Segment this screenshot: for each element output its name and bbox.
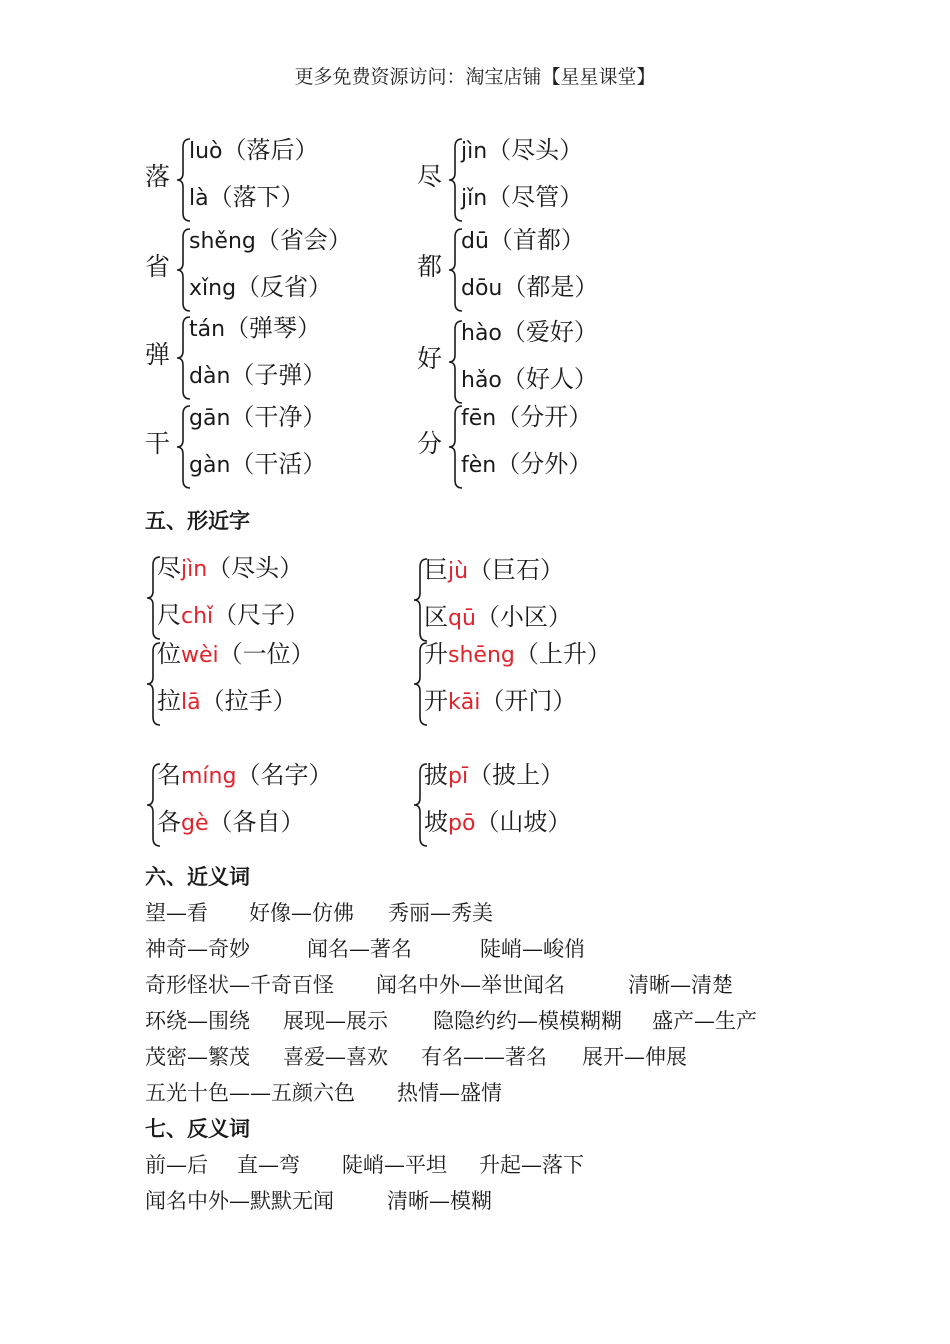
- polyphone-reading: hǎo（好人）: [461, 365, 598, 393]
- word-pair: 清晰—清楚: [628, 973, 733, 997]
- similar-char-line: 尽jìn（尽头）: [157, 554, 304, 582]
- word-pair: 好像—仿佛: [249, 901, 354, 925]
- polyphone-reading: dū（首都）: [461, 226, 585, 254]
- word-pair: 直—弯: [237, 1153, 300, 1177]
- word-pair: 环绕—围绕: [145, 1009, 250, 1033]
- polyphone-reading: xǐng（反省）: [189, 273, 333, 301]
- word-pair: 陡峭—峻俏: [480, 937, 585, 961]
- word-pair: 五光十色——五颜六色: [145, 1081, 355, 1105]
- polyphone-reading: jìn（尽头）: [461, 136, 584, 164]
- word-pair: 闻名中外—默默无闻: [145, 1189, 334, 1213]
- word-pair: 展现—展示: [283, 1009, 388, 1033]
- polyphone-reading: gān（干净）: [189, 403, 327, 431]
- polyphone-char: 弹: [145, 340, 171, 369]
- polyphone-char: 好: [417, 344, 443, 373]
- similar-char-line: 披pī（披上）: [424, 761, 565, 789]
- polyphone-char: 都: [417, 252, 443, 281]
- similar-char-line: 拉lā（拉手）: [157, 687, 297, 715]
- polyphone-reading: shěng（省会）: [189, 226, 352, 254]
- polyphone-reading: dōu（都是）: [461, 273, 599, 301]
- word-pair: 清晰—模糊: [387, 1189, 492, 1213]
- polyphone-reading: hào（爱好）: [461, 318, 598, 346]
- word-pair: 神奇—奇妙: [145, 937, 250, 961]
- word-pair: 茂密—繁茂: [145, 1045, 250, 1069]
- section-title-antonyms: 七、反义词: [145, 1117, 250, 1141]
- similar-char-line: 名míng（名字）: [157, 761, 333, 789]
- word-pair: 闻名—著名: [307, 937, 412, 961]
- polyphone-reading: luò（落后）: [189, 136, 319, 164]
- word-pair: 闻名中外—举世闻名: [376, 973, 565, 997]
- similar-char-line: 巨jù（巨石）: [424, 556, 565, 584]
- word-pair: 升起—落下: [479, 1153, 584, 1177]
- polyphone-char: 分: [417, 429, 443, 458]
- polyphone-reading: gàn（干活）: [189, 450, 327, 478]
- similar-char-line: 位wèi（一位）: [157, 640, 315, 668]
- polyphone-reading: dàn（子弹）: [189, 361, 327, 389]
- similar-char-line: 升shēng（上升）: [424, 640, 611, 668]
- word-pair: 喜爱—喜欢: [283, 1045, 388, 1069]
- word-pair: 隐隐约约—模模糊糊: [433, 1009, 622, 1033]
- word-pair: 前—后: [145, 1153, 208, 1177]
- similar-char-line: 坡pō（山坡）: [424, 808, 572, 836]
- word-pair: 陡峭—平坦: [342, 1153, 447, 1177]
- polyphone-reading: jǐn（尽管）: [461, 183, 584, 211]
- polyphone-reading: tán（弹琴）: [189, 314, 322, 342]
- word-pair: 展开—伸展: [582, 1045, 687, 1069]
- polyphone-reading: fèn（分外）: [461, 450, 593, 478]
- page-header: 更多免费资源访问：淘宝店铺【星星课堂】: [294, 66, 656, 88]
- polyphone-char: 落: [145, 162, 171, 191]
- similar-char-line: 区qū（小区）: [424, 603, 572, 631]
- word-pair: 有名——著名: [421, 1045, 547, 1069]
- similar-char-line: 开kāi（开门）: [424, 687, 577, 715]
- section-title-similar-chars: 五、形近字: [145, 509, 250, 533]
- similar-char-line: 尺chǐ（尺子）: [157, 601, 310, 629]
- polyphone-reading: là（落下）: [189, 183, 305, 211]
- similar-char-line: 各gè（各自）: [157, 808, 305, 836]
- word-pair: 望—看: [145, 901, 208, 925]
- word-pair: 奇形怪状—千奇百怪: [145, 973, 334, 997]
- word-pair: 热情—盛情: [397, 1081, 502, 1105]
- polyphone-char: 干: [145, 429, 171, 458]
- word-pair: 秀丽—秀美: [388, 901, 493, 925]
- polyphone-char: 尽: [417, 162, 443, 191]
- polyphone-char: 省: [145, 252, 171, 281]
- section-title-synonyms: 六、近义词: [145, 865, 250, 889]
- polyphone-reading: fēn（分开）: [461, 403, 593, 431]
- word-pair: 盛产—生产: [652, 1009, 757, 1033]
